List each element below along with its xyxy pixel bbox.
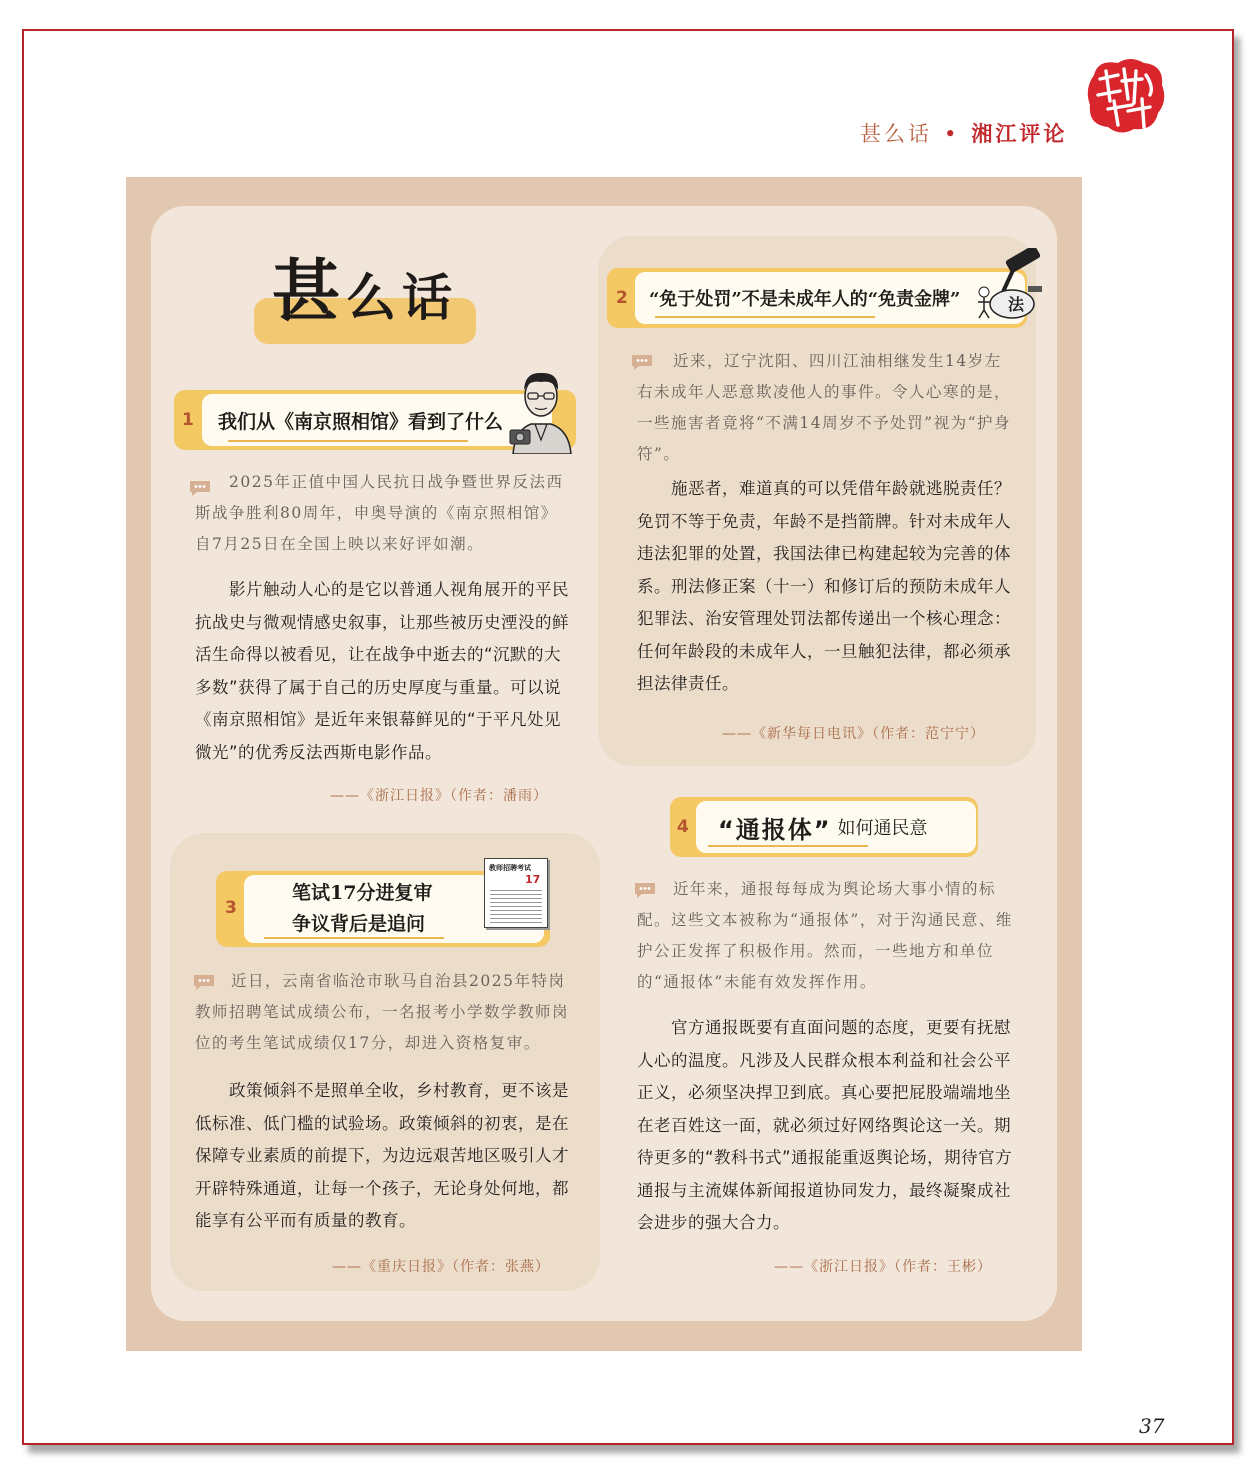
item-1-number: 1 xyxy=(182,410,194,430)
section-title-first-char: 甚 xyxy=(272,253,347,332)
section-title-block xyxy=(254,238,480,346)
exam-paper-illustration xyxy=(484,858,548,928)
item-2-title-underline xyxy=(655,316,875,318)
item-4-body: 官方通报既要有直面问题的态度，更要有抚慰人心的温度。凡涉及人民群众根本利益和社会公平正义，必须坚决捍卫到底。真心要把屁股端端地坐在老百姓这一面，就必须过好网络舆论这一关。期待更多的“教科书式”通报能重返舆论场，期待官方通报与主流媒体新闻报道协同发力，最终凝聚成社会进步的强大合力。 xyxy=(637,1018,1013,1232)
item-2-ribbon xyxy=(607,268,1027,328)
page-header xyxy=(860,118,1067,148)
item-4-title-underline xyxy=(708,845,868,847)
item-1-lead: 2025年正值中国人民抗日战争暨世界反法西斯战争胜利80周年，申奥导演的《南京照相馆》自7月25日在全国上映以来好评如潮。 xyxy=(195,473,564,553)
item-1-body: 影片触动人心的是它以普通人视角展开的平民抗战史与微观情感史叙事，让那些被历史湮没的鲜活生命得以被看见，让在战争中逝去的“沉默的大多数”获得了属于自己的历史厚度与重量。可以说《南京照相馆》是近年来银幕鲜见的“于平凡处见微光”的优秀反法西斯电影作品。 xyxy=(195,580,569,762)
section-title-rest: 么话 xyxy=(346,269,459,327)
item-4-number: 4 xyxy=(677,817,689,837)
item-3-lead: 近日，云南省临沧市耿马自治县2025年特岗教师招聘笔试成绩公布，一名报考小学数学教师岗位的考生笔试成绩仅17分，却进入资格复审。 xyxy=(195,972,570,1052)
item-3-title-line1: 笔试17分进复审 xyxy=(292,882,433,904)
header-separator-dot: • xyxy=(944,122,960,146)
item-1-ribbon-inner xyxy=(202,394,552,446)
exam-paper-title: 教师招聘考试 xyxy=(489,864,531,872)
item-3-title-underline xyxy=(264,937,444,939)
seal-icon xyxy=(1084,55,1168,137)
exam-paper-lines xyxy=(490,887,542,923)
exam-paper-score: 17 xyxy=(525,873,541,886)
section-title-text xyxy=(272,253,459,332)
item-1-title-underline xyxy=(228,440,468,442)
item-2-body: 施恶者，难道真的可以凭借年龄就逃脱责任？免罚不等于免责，年龄不是挡箭牌。针对未成年人违法犯罪的处置，我国法律已构建起较为完善的体系。刑法修正案（十一）和修订后的预防未成年人犯罪法、治安管理处罚法都传递出一个核心理念：任何年龄段的未成年人，一旦触犯法律，都必须承担法律责任。 xyxy=(637,479,1011,693)
header-column-name: 甚么话 xyxy=(860,122,932,146)
item-2-lead: 近来，辽宁沈阳、四川江油相继发生14岁左右未成年人恶意欺凌他人的事件。令人心寒的是，一些施害者竟将“不满14周岁不予处罚”视为“护身符”。 xyxy=(637,352,1012,463)
item-3-body: 政策倾斜不是照单全收，乡村教育，更不该是低标准、低门槛的试验场。政策倾斜的初衷，是在保障专业素质的前提下，为边远艰苦地区吸引人才开辟特殊通道，让每一个孩子，无论身处何地，都能享有公平而有质量的教育。 xyxy=(195,1081,569,1230)
gavel-illustration xyxy=(972,248,1048,322)
item-4-lead: 近年来，通报每每成为舆论场大事小情的标配。这些文本被称为“通报体”，对于沟通民意、维护公正发挥了积极作用。然而，一些地方和单位的“通报体”未能有效发挥作用。 xyxy=(637,880,1013,991)
item-1-source: ——《浙江日报》（作者：潘雨） xyxy=(330,788,548,804)
portrait-illustration xyxy=(507,364,575,454)
item-2-number: 2 xyxy=(616,288,628,308)
item-4-source: ——《浙江日报》（作者：王彬） xyxy=(774,1259,992,1275)
header-section-name: 湘江评论 xyxy=(971,122,1068,146)
page-number: 37 xyxy=(1139,1414,1165,1438)
section-title xyxy=(272,238,458,335)
item-3-title-line2: 争议背后是追问 xyxy=(292,913,426,935)
item-3-source: ——《重庆日报》（作者：张燕） xyxy=(332,1259,550,1275)
item-4-ribbon xyxy=(670,797,978,857)
item-3-number: 3 xyxy=(225,898,237,918)
item-2-title: “免于处罚”不是未成年人的“免责金牌” xyxy=(649,289,961,310)
item-4-title-main: “通报体” xyxy=(718,815,832,844)
gavel-label: 法 xyxy=(1008,295,1025,314)
item-2-source: ——《新华每日电讯》（作者：范宁宁） xyxy=(722,726,985,742)
item-4-title-sub: 如何通民意 xyxy=(837,818,928,839)
item-1-title: 我们从《南京照相馆》看到了什么 xyxy=(218,410,504,433)
